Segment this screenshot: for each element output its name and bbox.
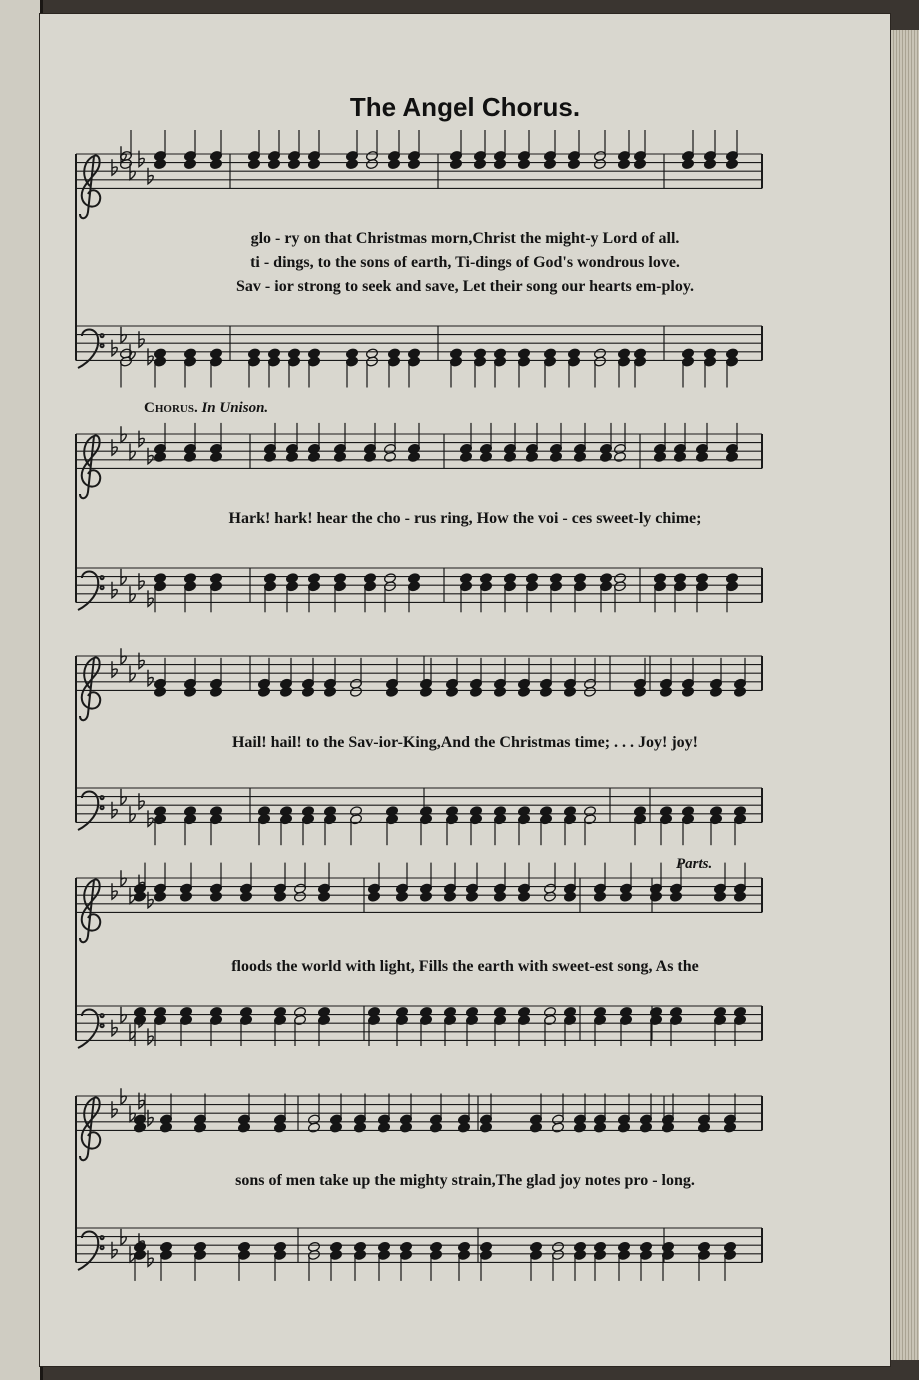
note-head (209, 686, 222, 697)
note-head (733, 891, 746, 902)
note-head (367, 891, 380, 902)
note-head (723, 1122, 736, 1133)
chorus-lyric-2: Hail! hail! to the Sav-ior-King,And the Christmas time; . . . Joy! joy! (231, 734, 699, 751)
note-head (713, 891, 726, 902)
note-head (493, 686, 506, 697)
note-head (697, 1122, 710, 1133)
note-head (209, 158, 222, 169)
note-head (725, 451, 738, 462)
treble-clef (80, 155, 100, 218)
note-head (517, 891, 530, 902)
flat-sign (121, 569, 126, 585)
note-head (517, 686, 530, 697)
chorus-direction: In Unison. (201, 400, 269, 416)
note-head (681, 686, 694, 697)
bass-clef (78, 572, 104, 611)
note-head (307, 451, 320, 462)
note-head (639, 1122, 652, 1133)
note-head (363, 451, 376, 462)
note-head (529, 1122, 542, 1133)
flat-sign (112, 159, 117, 175)
treble-clef (80, 879, 100, 942)
flat-sign (121, 1007, 126, 1023)
note-head (479, 451, 492, 462)
note-head (153, 158, 166, 169)
flat-sign (148, 1250, 153, 1266)
note-head (429, 1122, 442, 1133)
note-head (725, 158, 738, 169)
note-head (287, 158, 300, 169)
flat-sign (121, 1229, 126, 1245)
note-head (469, 686, 482, 697)
note-head (551, 1122, 564, 1133)
verse-lyric-1: glo - ry on that Christmas morn,Christ the might-y Lord of all. (250, 230, 680, 247)
note-head (263, 451, 276, 462)
note-head (653, 451, 666, 462)
note-head (503, 451, 516, 462)
note-head (237, 1122, 250, 1133)
note-head (633, 686, 646, 697)
note-head (209, 891, 222, 902)
note-head (377, 1122, 390, 1133)
note-head (329, 1122, 342, 1133)
chorus-lyric-1: Hark! hark! hear the cho - rus ring, How the voi - ces sweet-ly chime; (228, 510, 702, 527)
flat-sign (148, 1028, 153, 1044)
note-head (493, 158, 506, 169)
note-head (593, 891, 606, 902)
flat-sign (121, 789, 126, 805)
note-head (613, 451, 626, 462)
treble-clef (80, 1097, 100, 1160)
flat-sign (112, 883, 117, 899)
chorus-lyric-3: floods the world with light, Fills the earth with sweet-est song, As the (231, 958, 699, 975)
note-head (617, 1122, 630, 1133)
flat-sign (112, 1242, 117, 1258)
flat-sign (148, 1110, 153, 1126)
note-head (681, 158, 694, 169)
note-head (345, 158, 358, 169)
note-head (385, 686, 398, 697)
note-head (193, 1122, 206, 1133)
flat-sign (148, 810, 153, 826)
flat-sign (112, 1101, 117, 1117)
note-head (307, 1122, 320, 1133)
treble-clef (80, 435, 100, 498)
flat-sign (112, 661, 117, 677)
flat-sign (148, 348, 153, 364)
verse-lyric-2: ti - dings, to the sons of earth, Ti-dings of God's wondrous love. (250, 254, 680, 271)
chorus-lyric-4: sons of men take up the mighty strain,The glad joy notes pro - long. (235, 1172, 695, 1189)
note-head (449, 158, 462, 169)
flat-sign (121, 648, 126, 664)
note-head (183, 451, 196, 462)
flat-sign (121, 327, 126, 343)
note-head (179, 891, 192, 902)
bass-clef (78, 1232, 104, 1271)
note-head (273, 891, 286, 902)
note-head (153, 686, 166, 697)
note-head (539, 686, 552, 697)
flat-sign (139, 151, 144, 167)
note-head (293, 891, 306, 902)
note-head (349, 686, 362, 697)
note-head (323, 686, 336, 697)
note-head (563, 891, 576, 902)
hymnal-page (40, 14, 890, 1366)
flat-sign (148, 168, 153, 184)
flat-sign (139, 793, 144, 809)
note-head (133, 891, 146, 902)
note-head (543, 158, 556, 169)
note-head (419, 686, 432, 697)
verse-lyric-3: Sav - ior strong to seek and save, Let their song our hearts em-ploy. (236, 278, 694, 295)
flat-sign (148, 448, 153, 464)
note-head (669, 891, 682, 902)
flat-sign (139, 431, 144, 447)
note-head (599, 451, 612, 462)
note-head (593, 1122, 606, 1133)
note-head (593, 158, 606, 169)
flat-sign (148, 670, 153, 686)
note-head (479, 1122, 492, 1133)
bass-clef (78, 792, 104, 831)
note-head (543, 891, 556, 902)
note-head (517, 158, 530, 169)
note-head (279, 686, 292, 697)
note-head (399, 1122, 412, 1133)
note-head (153, 891, 166, 902)
hymn-title: The Angel Chorus. (349, 92, 581, 122)
note-head (257, 686, 270, 697)
flat-sign (148, 590, 153, 606)
note-head (353, 1122, 366, 1133)
note-head (465, 891, 478, 902)
treble-clef (80, 657, 100, 720)
note-head (659, 686, 672, 697)
note-head (267, 158, 280, 169)
note-head (563, 686, 576, 697)
flat-sign (139, 1093, 144, 1109)
note-head (695, 451, 708, 462)
flat-sign (148, 892, 153, 908)
music-score (40, 14, 890, 1366)
note-head (709, 686, 722, 697)
note-head (583, 686, 596, 697)
note-head (493, 891, 506, 902)
flat-sign (130, 586, 135, 602)
bass-clef (78, 330, 104, 369)
note-head (549, 451, 562, 462)
note-head (573, 1122, 586, 1133)
note-head (619, 891, 632, 902)
note-head (301, 686, 314, 697)
flat-sign (112, 802, 117, 818)
note-head (733, 686, 746, 697)
note-head (419, 891, 432, 902)
flat-sign (112, 1020, 117, 1036)
note-head (239, 891, 252, 902)
note-head (383, 451, 396, 462)
note-head (333, 451, 346, 462)
flat-sign (130, 444, 135, 460)
note-head (525, 451, 538, 462)
note-head (703, 158, 716, 169)
flat-sign (121, 870, 126, 886)
note-head (633, 158, 646, 169)
note-head (159, 1122, 172, 1133)
chorus-label (144, 400, 268, 417)
note-head (617, 158, 630, 169)
flat-sign (139, 573, 144, 589)
note-head (407, 158, 420, 169)
note-head (153, 451, 166, 462)
flat-sign (121, 426, 126, 442)
note-head (307, 158, 320, 169)
note-head (445, 686, 458, 697)
book-gutter (0, 0, 43, 1380)
note-head (573, 451, 586, 462)
flat-sign (121, 1088, 126, 1104)
note-head (365, 158, 378, 169)
note-head (183, 158, 196, 169)
flat-sign (130, 666, 135, 682)
note-head (183, 686, 196, 697)
flat-sign (112, 340, 117, 356)
note-head (473, 158, 486, 169)
note-head (443, 891, 456, 902)
note-head (273, 1122, 286, 1133)
note-head (317, 891, 330, 902)
note-head (209, 451, 222, 462)
flat-sign (130, 806, 135, 822)
parts-label: Parts. (676, 856, 713, 872)
note-head (673, 451, 686, 462)
note-head (133, 1122, 146, 1133)
flat-sign (139, 331, 144, 347)
chorus-word: Chorus. (144, 400, 198, 416)
bass-clef (78, 1010, 104, 1049)
note-head (457, 1122, 470, 1133)
note-head (407, 451, 420, 462)
note-head (387, 158, 400, 169)
note-head (247, 158, 260, 169)
note-head (567, 158, 580, 169)
flat-sign (139, 653, 144, 669)
note-head (459, 451, 472, 462)
note-head (395, 891, 408, 902)
flat-sign (112, 439, 117, 455)
flat-sign (112, 582, 117, 598)
note-head (285, 451, 298, 462)
page-edges (888, 30, 919, 1360)
